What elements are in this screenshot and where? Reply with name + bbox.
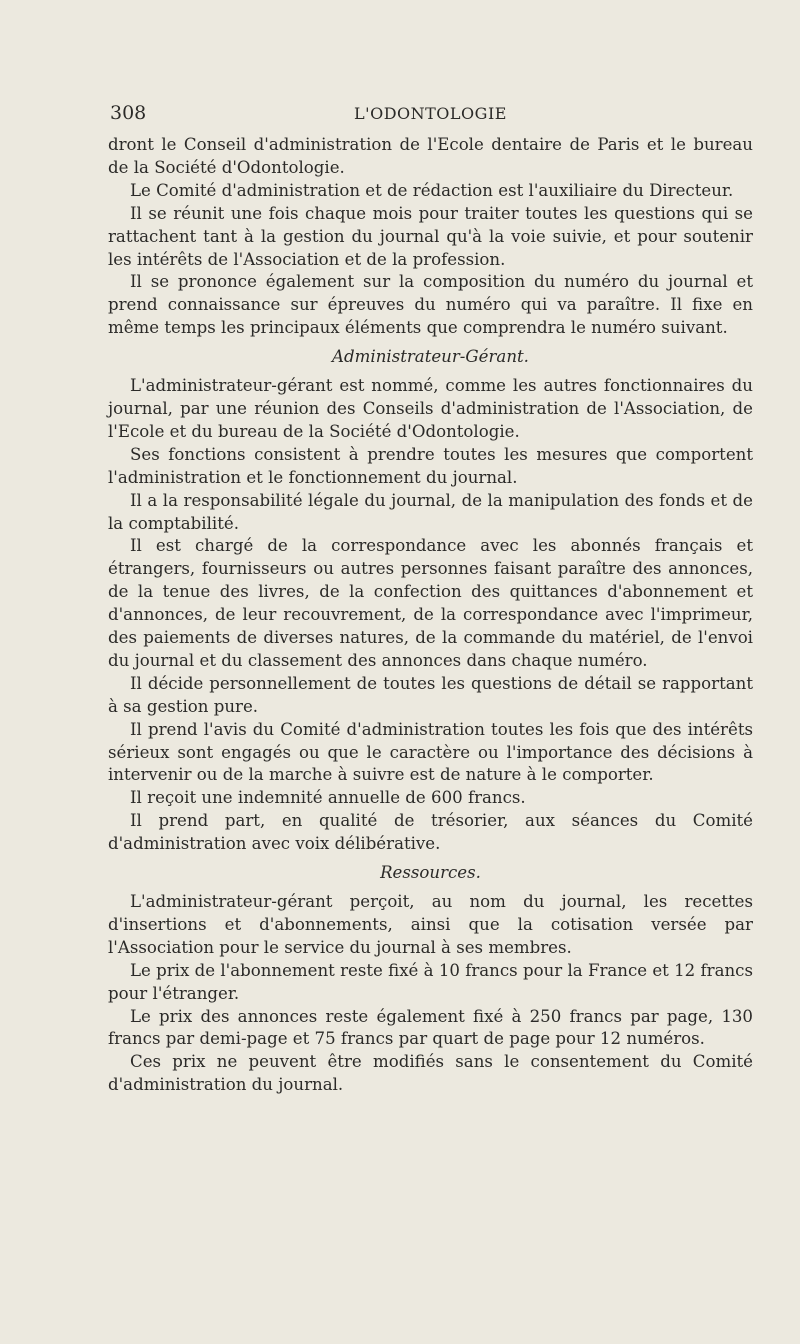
paragraph: Le Comité d'administration et de rédaction est l'auxiliaire du Directeur. [130, 180, 734, 200]
section-heading-ressources: Ressources. [380, 863, 481, 883]
paragraph: Il décide personnellement de toutes les questions de détail se rapportant à sa gestion pure. [108, 673, 753, 716]
paragraph: L'administrateur-gérant est nommé, comme les autres fonctionnaires du journal, par une réunion des Conseils d'administration de l'Association, de l'Ecole et du bureau de la Société d'Odontologie. [108, 376, 753, 441]
paragraph-continuation: dront le Conseil d'administration de l'Ecole dentaire de Paris et le bureau de la Société d'Odontologie. [108, 135, 753, 177]
paragraph: Le prix de l'abonnement reste fixé à 10 francs pour la France et 12 francs pour l'étranger. [108, 960, 753, 1003]
paragraph: Il prend l'avis du Comité d'administration toutes les fois que des intérêts sérieux sont engagés ou que le caractère ou l'importance des décisions à intervenir ou de la marche à suivre est de nature à le comporter. [108, 719, 753, 785]
body-text [108, 134, 753, 1097]
paragraph: Il est chargé de la correspondance avec les abonnés français et étrangers, fournisseurs ou autres personnes faisant paraître des annonces, de la tenue des livres, de la confection des quittances d'abonnement et d'annonces, de leur recouvrement, de la correspondance avec l'imprimeur, des paiements de diverses natures, de la commande du matériel, de l'envoi du journal et du classement des annonces dans chaque numéro. [108, 536, 753, 670]
paragraph: Il se prononce également sur la composition du numéro du journal et prend connaissance sur épreuves du numéro qui va paraître. Il fixe en même temps les principaux éléments que comprendra le numéro suivant. [108, 272, 753, 338]
journal-title: L'ODONTOLOGIE [354, 104, 507, 123]
page-number: 308 [110, 102, 147, 124]
section-heading-administrateur: Administrateur-Gérant. [332, 347, 529, 367]
paragraph: Il prend part, en qualité de trésorier, aux séances du Comité d'administration avec voix délibérative. [108, 811, 753, 854]
paragraph: Le prix des annonces reste également fixé à 250 francs par page, 130 francs par demi-page et 75 francs par quart de page pour 12 numéros. [108, 1006, 753, 1049]
paragraph: Ces prix ne peuvent être modifiés sans le consentement du Comité d'administration du journal. [108, 1052, 753, 1095]
paragraph: L'administrateur-gérant perçoit, au nom du journal, les recettes d'insertions et d'abonnements, ainsi que la cotisation versée par l'Association pour le service du journal à ses membres. [108, 892, 753, 957]
paragraph: Il a la responsabilité légale du journal, de la manipulation des fonds et de la comptabilité. [108, 490, 753, 533]
running-head [108, 102, 753, 132]
document-page [108, 102, 753, 1097]
paragraph: Il se réunit une fois chaque mois pour traiter toutes les questions qui se rattachent tant à la gestion du journal qu'à la voie suivie, et pour soutenir les intérêts de l'Association et de la profession. [108, 203, 753, 269]
paragraph: Il reçoit une indemnité annuelle de 600 francs. [130, 788, 526, 808]
paragraph: Ses fonctions consistent à prendre toutes les mesures que comportent l'administration et le fonctionnement du journal. [108, 444, 753, 487]
